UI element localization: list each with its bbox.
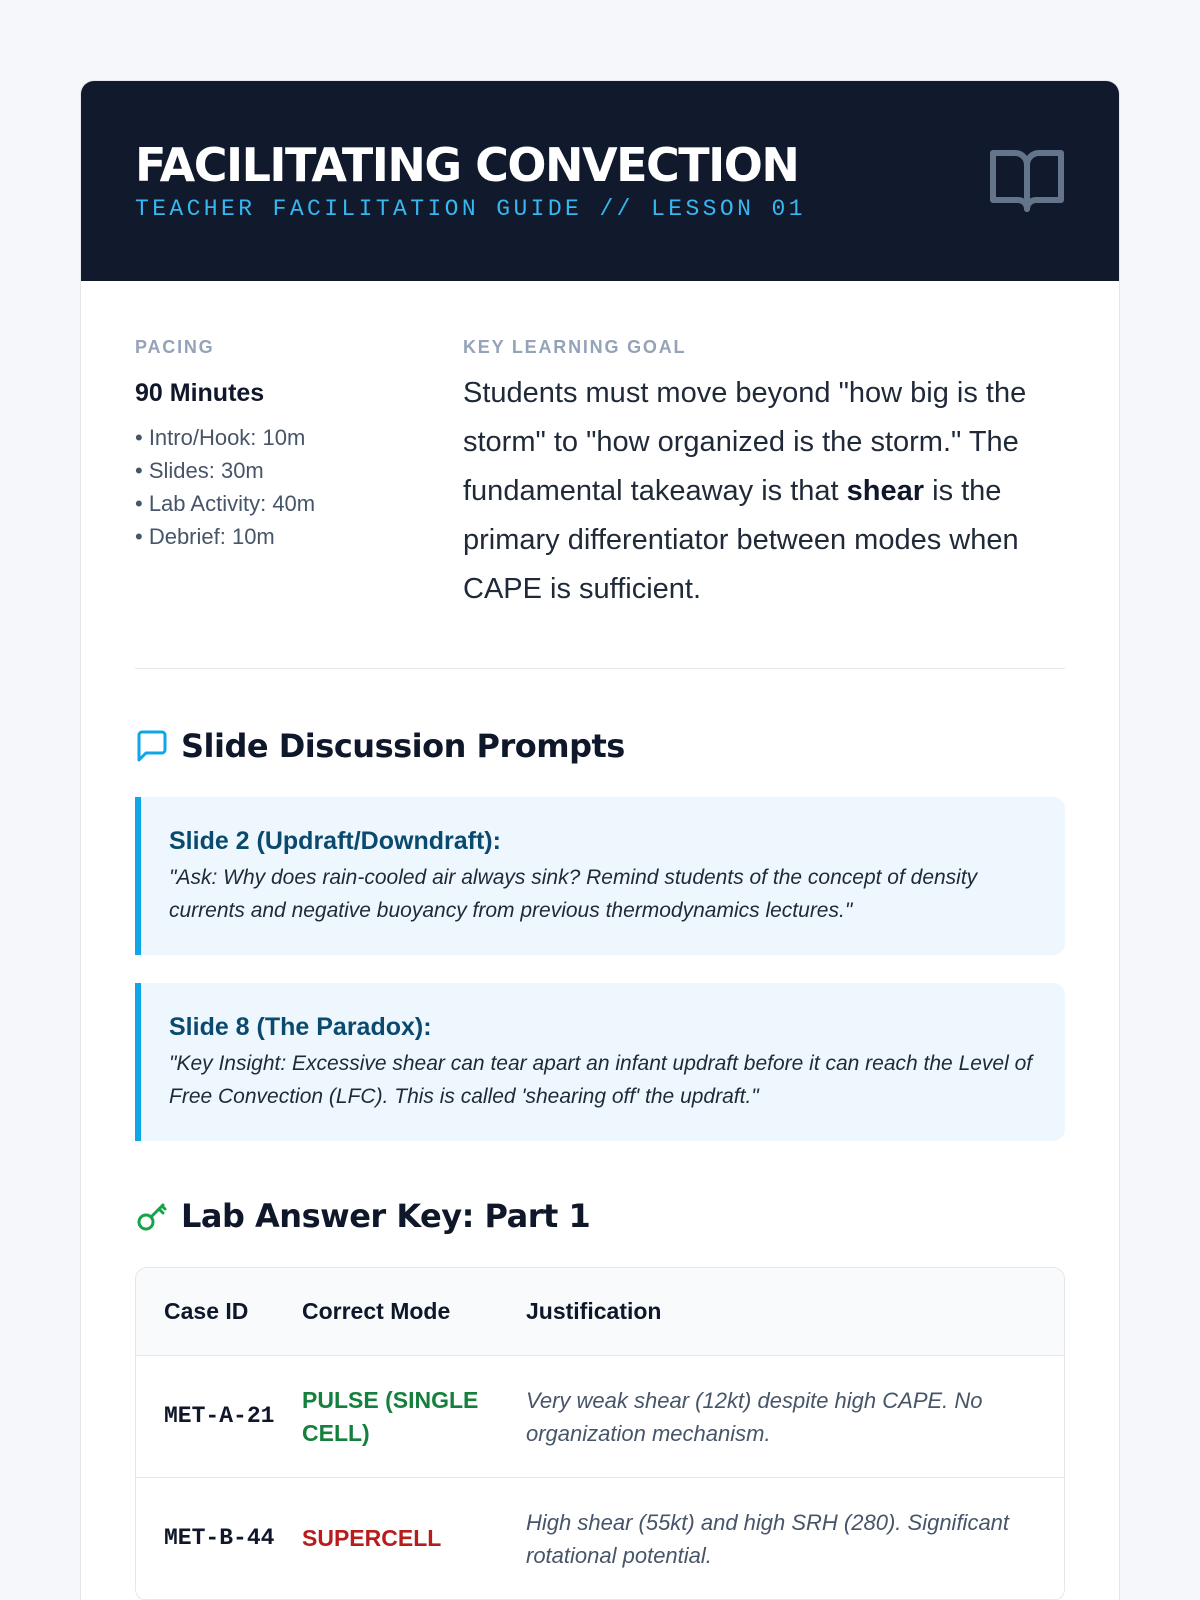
table-row (136, 1356, 1064, 1478)
pacing-total: 90 Minutes (135, 379, 265, 407)
justification-cell: Very weak shear (12kt) despite high CAPE. No organization mechanism. (526, 1387, 983, 1446)
prompt-quote: "Ask: Why does rain-cooled air always sink? Remind students of the concept of density currents and negative buoyancy from previous thermodynamics lectures." (169, 866, 978, 922)
pacing-item: • Lab Activity: 40m (135, 491, 316, 516)
pacing-item: • Intro/Hook: 10m (135, 425, 306, 450)
page-subtitle: TEACHER FACILITATION GUIDE // LESSON 01 (135, 196, 806, 222)
book-open-icon (989, 147, 1065, 217)
guide-body (81, 281, 1119, 1600)
case-id-cell: MET-A-21 (164, 1403, 275, 1429)
goal-emphasis: shear (846, 475, 925, 507)
chat-bubble-icon (135, 729, 169, 763)
justification-cell: High shear (55kt) and high SRH (280). Significant rotational potential. (526, 1509, 1010, 1568)
prompt-title: Slide 2 (Updraft/Downdraft): (169, 827, 501, 855)
goal-text-part: is the primary differentiator between modes when CAPE is sufficient. (463, 475, 1019, 605)
learning-goal-block (463, 335, 1065, 614)
prompt-quote: "Key Insight: Excessive shear can tear apart an infant updraft before it can reach the Level of Free Convection (LFC). This is called 'shearing off' the updraft." (169, 1052, 1033, 1108)
goal-text-part: Students must move beyond "how big is the storm" to "how organized is the storm." The fundamental takeaway is that (463, 377, 1027, 507)
correct-mode-cell: SUPERCELL (302, 1525, 442, 1551)
table-row (136, 1478, 1064, 1600)
overview-section (135, 335, 1065, 669)
prompt-title: Slide 8 (The Paradox): (169, 1013, 432, 1041)
answer-key-table (135, 1267, 1065, 1600)
key-icon (135, 1199, 169, 1233)
learning-goal-label: KEY LEARNING GOAL (463, 337, 687, 357)
pacing-list (135, 421, 463, 553)
pacing-item: • Debrief: 10m (135, 524, 275, 549)
guide-header (81, 81, 1119, 281)
correct-mode-cell: PULSE (SINGLE CELL) (302, 1386, 479, 1446)
lab-key-heading-title: Lab Answer Key: Part 1 (181, 1197, 591, 1235)
page-title: FACILITATING CONVECTION (135, 138, 799, 192)
column-header-justification: Justification (526, 1298, 662, 1324)
pacing-item: • Slides: 30m (135, 458, 264, 483)
pacing-block (135, 335, 463, 614)
prompts-heading-title: Slide Discussion Prompts (181, 727, 625, 765)
pacing-label: PACING (135, 337, 215, 357)
discussion-prompt (135, 983, 1065, 1141)
column-header-case-id: Case ID (164, 1298, 249, 1324)
prompts-heading (135, 721, 1065, 771)
column-header-correct-mode: Correct Mode (302, 1298, 451, 1324)
learning-goal-text (463, 369, 1065, 614)
lab-key-heading (135, 1191, 1065, 1241)
discussion-prompt (135, 797, 1065, 955)
facilitation-guide-card (80, 80, 1120, 1600)
case-id-cell: MET-B-44 (164, 1525, 275, 1551)
table-header-row (136, 1268, 1064, 1356)
